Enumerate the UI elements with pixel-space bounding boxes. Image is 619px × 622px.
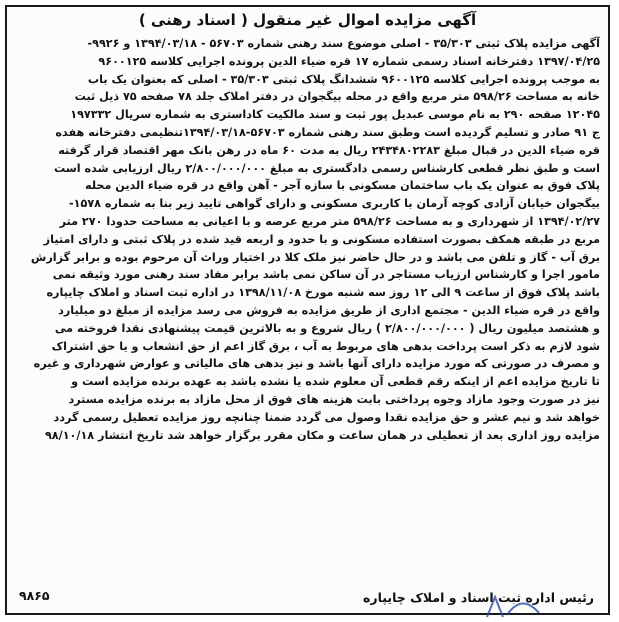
notice-line: ۱۳۹۴/۰۲/۲۷ از شهرداری و به مساحت ۵۹۸/۲۶ متر مربع عرصه و با اعیانی به مساحت حدودا ۲۷۰ متر [59,214,600,228]
notice-line: بیگجوان خیابان آزادی کوچه آرمان با کاربری مسکونی و دارای گواهی تایید زیر بنا به شماره ۱۵۷۸- [69,197,600,211]
notice-line: مزایده روز اداری بعد از تعطیلی در همان ساعت و مکان مقرر برگزار خواهد شد تاریخ انتشار ۹۸/۱۰/۱۸ [44,428,600,442]
notice-line: مامور اجرا و کارشناس ارزیاب مستاجر در آن ساکن نمی باشد برابر مفاد سند رهنی مورد وثیقه نمی [52,268,600,282]
notice-frame [5,5,610,615]
notice-line: و هشتصد میلیون ریال ( ۲/۸۰۰/۰۰۰/۰۰۰ ) ریال شروع و به بالاترین قیمت پیشنهادی نقدا فروخته می [54,321,600,335]
notice-paragraph [15,35,600,444]
notice-line: به موجب پرونده اجرایی کلاسه ۹۶۰۰۱۲۵ ششدانگ پلاک ثبتی ۳۵/۳۰۳ - اصلی که بعنوان یک باب [87,72,600,86]
notice-line: خانه به مساحت ۵۹۸/۲۶ متر مربع واقع در محله بیگجوان در دفتر املاک جلد ۷۸ صفحه ۷۵ ذیل ثبت [74,90,600,104]
notice-line: باشد پلاک فوق از ساعت ۹ الی ۱۲ روز سه شنبه مورخ ۱۳۹۸/۱۱/۰۸ در اداره ثبت اسناد و املاک چایپاره [46,286,600,300]
notice-line: ۱۳۹۷/۰۴/۲۵ دفترخانه اسناد رسمی شماره ۱۷ قره ضیاء الدین پرونده اجرایی کلاسه ۹۶۰۰۱۲۵ [98,54,600,68]
notice-line: خواهد شد و نیم عشر و حق مزایده نقدا وصول می گردد ضمنا چنانچه روز مزایده تعطیل رسمی گردد [53,410,600,424]
notice-line: واقع در قره ضیاء الدین - مجتمع اداری از طریق مزایده به فروش می رسد مزایده از مبلغ دو میلیارد [58,303,600,317]
notice-line: و مصرف در صورتی که مورد مزایده دارای آنها باشد و نیز بدهی های مالیاتی و عوارض شهرداری و غیره [33,357,600,371]
notice-line: برق آب - گاز و تلفن می باشد و در حال حاضر نیز ملک کلا در اختیار وراث آن مرحوم بوده و برابر گزارش [30,250,600,264]
notice-line: پلاک فوق به عنوان یک باب ساختمان مسکونی با سازه آجر - آهن واقع در قره ضیاء الدین محله [85,179,600,193]
notice-line: ۱۲۰۴۵ صفحه ۲۹۰ به نام موسی عبدیل پور ثبت و سند مالکیت کاداستری به شماره سریال ۱۹۷۳۳۲ [70,108,600,122]
notice-line: ج ۹۱ صادر و تسلیم گردیده است وطبق سند رهنی شماره ۵۶۷۰۳-۱۳۹۴/۰۳/۱۸تنظیمی دفترخانه هفده [55,125,600,139]
notice-line: شود لازم به ذکر است پرداخت بدهی های مربوط به آب ، برق گاز اعم از حق انشعاب و یا حق اشتراک [51,339,600,353]
notice-line: آگهی مزایده پلاک ثبتی ۳۵/۳۰۳ - اصلی موضوع سند رهنی شماره ۵۶۷۰۳ - ۱۳۹۴/۰۳/۱۸ و ۹۹۲۶- [87,37,600,50]
notice-line: مربع در طبقه همکف بصورت استفاده مسکونی و با حدود و اربعه قید شده در پلاک ثبتی و دارای امتیاز [43,232,600,246]
notice-line: است و طبق نظر قطعی کارشناس رسمی دادگستری به مبلغ ۲/۸۰۰/۰۰۰/۰۰۰ ریال ارزیابی شده است [53,161,600,175]
notice-line: نیز در صورت وجود مازاد وجوه پرداختی بابت هزینه های فوق از محل مازاد به برنده مزایده مسترد [68,392,600,406]
signature-line: رئیس اداره ثبت اسناد و املاک چایپاره [363,590,594,605]
notice-line: تا تاریخ مزایده اعم از اینکه رقم قطعی آن معلوم شده یا نشده باشد به عهده برنده مزایده است و [71,375,600,389]
notice-title: آگهی مزایده اموال غیر منقول ( اسناد رهنی ) [138,11,477,29]
notice-line: قره ضیاء الدین در قبال مبلغ ۲۴۳۴۸۰۲۲۸۳ ریال به مدت ۶۰ ماه در رهن بانک مهر اقتصاد قرار گرفته [58,143,600,157]
notice-body [15,35,600,444]
notice-code: ۹۸۶۵ [19,588,50,603]
